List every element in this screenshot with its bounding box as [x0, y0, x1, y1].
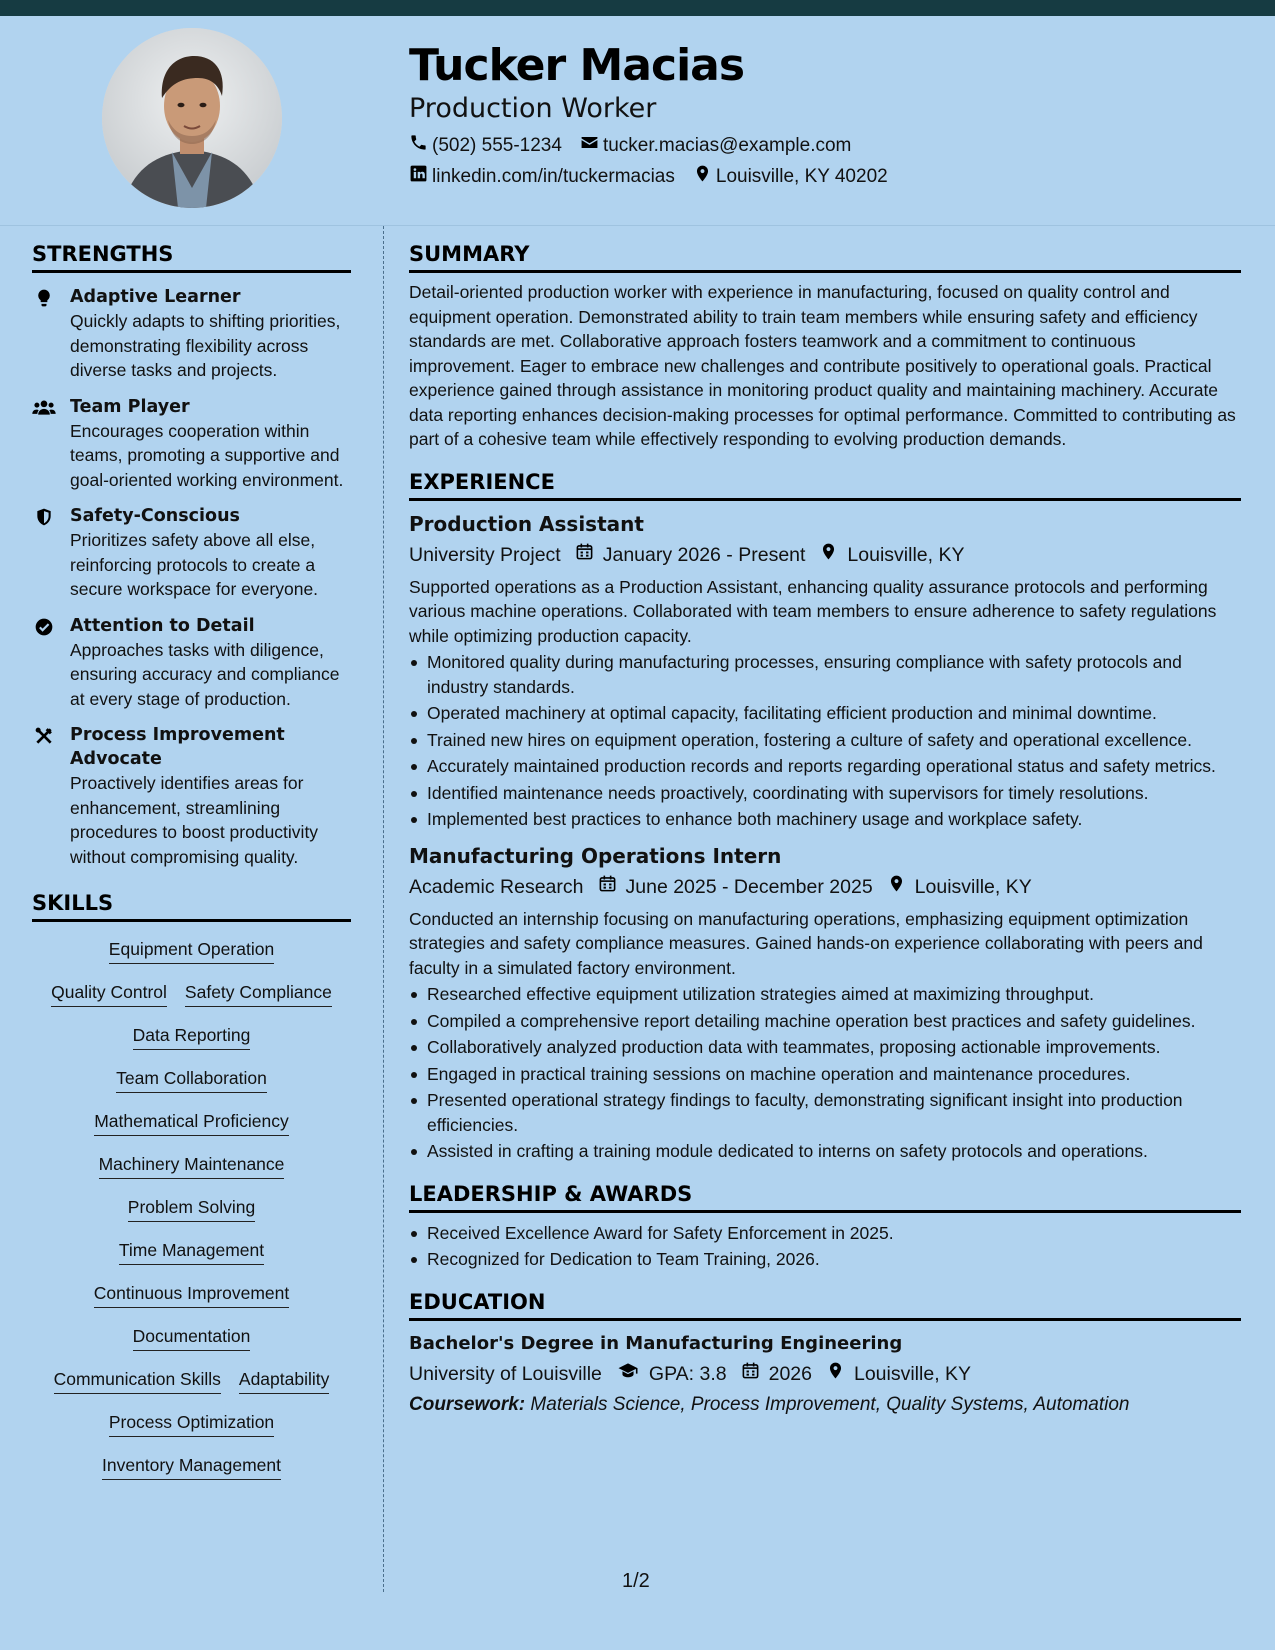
- tools-icon: [32, 723, 70, 869]
- list-item: Assisted in crafting a training module dedicated to interns on safety protocols and operations.: [409, 1139, 1241, 1164]
- linkedin-url[interactable]: linkedin.com/in/tuckermacias: [432, 165, 675, 187]
- left-column: [32, 242, 351, 1489]
- map-pin-icon: [693, 164, 716, 189]
- phone-number: (502) 555-1234: [432, 134, 562, 156]
- gpa: GPA: 3.8: [648, 1362, 727, 1385]
- email-contact[interactable]: [580, 133, 851, 158]
- job-meta: [409, 873, 1241, 901]
- calendar-icon: [598, 873, 626, 901]
- strength-description: Proactively identifies areas for enhancement, streamlining procedures to boost productivity without compromising quality.: [70, 773, 319, 867]
- list-item: Collaboratively analyzed production data with teammates, proposing actionable improvements.: [409, 1035, 1241, 1060]
- phone-contact: [409, 133, 562, 158]
- experience-heading: EXPERIENCE: [409, 470, 1241, 501]
- list-item: Researched effective equipment utilization strategies aimed at maximizing throughput.: [409, 982, 1241, 1007]
- strength-item: [32, 504, 351, 602]
- location-contact: [693, 164, 888, 189]
- job-description: Supported operations as a Production Assistant, enhancing quality assurance protocols and performing various machine operations. Collaborated with team members to ensure adherence to safety regulations while optimizing production capacity.: [409, 576, 1217, 646]
- job-org: Academic Research: [409, 875, 584, 898]
- degree-title: Bachelor's Degree in Manufacturing Engineering: [409, 1332, 903, 1354]
- top-accent-bar: [0, 0, 1275, 16]
- skill-tag: Communication Skills: [54, 1368, 221, 1394]
- skill-tag: Documentation: [133, 1325, 251, 1351]
- skill-tag: Machinery Maintenance: [99, 1153, 285, 1179]
- envelope-icon: [580, 133, 603, 158]
- skills-heading: SKILLS: [32, 891, 351, 922]
- job-title: Production Assistant: [409, 511, 644, 536]
- skill-tag: Problem Solving: [128, 1196, 255, 1222]
- job-location: Louisville, KY: [847, 543, 965, 566]
- list-item: Monitored quality during manufacturing processes, ensuring compliance with safety protocols and industry standards.: [409, 650, 1241, 699]
- location-text: Louisville, KY 40202: [715, 165, 888, 187]
- strength-item: [32, 395, 351, 493]
- coursework: [409, 1392, 1241, 1418]
- check-circle-icon: [32, 614, 70, 712]
- leadership-bullets: [409, 1221, 1241, 1272]
- skill-tag: Team Collaboration: [116, 1067, 267, 1093]
- skill-tag: Safety Compliance: [185, 981, 332, 1007]
- users-icon: [32, 395, 70, 493]
- list-item: Operated machinery at optimal capacity, facilitating efficient production and minimal downtime.: [409, 701, 1241, 726]
- skill-tag: Mathematical Proficiency: [94, 1110, 289, 1136]
- coursework-label: Coursework:: [409, 1393, 526, 1415]
- map-pin-icon: [887, 873, 915, 901]
- map-pin-icon: [819, 541, 847, 569]
- email-address[interactable]: tucker.macias@example.com: [602, 134, 852, 156]
- graduation-cap-icon: [616, 1360, 649, 1388]
- list-item: Presented operational strategy findings to faculty, demonstrating significant insight into production efficiencies.: [409, 1088, 1241, 1137]
- strength-title: Adaptive Learner: [70, 287, 241, 307]
- skill-tag: Quality Control: [51, 981, 167, 1007]
- shield-icon: [32, 504, 70, 602]
- list-item: Trained new hires on equipment operation, fostering a culture of safety and operational excellence.: [409, 728, 1241, 753]
- strength-item: [32, 723, 351, 869]
- job-entry: [409, 842, 1241, 1164]
- list-item: Accurately maintained production records and reports regarding operational status and safety metrics.: [409, 754, 1241, 779]
- skill-tag: Continuous Improvement: [94, 1282, 290, 1308]
- column-divider: [383, 226, 384, 1592]
- summary-heading: SUMMARY: [409, 242, 1241, 273]
- calendar-icon: [575, 541, 603, 569]
- skill-tag: Equipment Operation: [109, 938, 274, 964]
- job-dates: June 2025 - December 2025: [625, 875, 873, 898]
- job-meta: [409, 541, 1241, 569]
- profile-photo: [102, 28, 282, 208]
- strength-title: Team Player: [70, 396, 190, 417]
- education-meta: [409, 1360, 1241, 1388]
- right-column: [409, 242, 1241, 1418]
- calendar-icon: [741, 1360, 769, 1388]
- job-title: Manufacturing Operations Intern: [409, 843, 782, 868]
- map-pin-icon: [826, 1360, 854, 1388]
- graduation-year: 2026: [768, 1362, 812, 1385]
- skill-tag: Time Management: [119, 1239, 264, 1265]
- job-bullets: [409, 982, 1241, 1164]
- list-item: Received Excellence Award for Safety Enforcement in 2025.: [409, 1221, 1241, 1246]
- job-bullets: [409, 650, 1241, 832]
- skill-tag: Inventory Management: [102, 1454, 281, 1480]
- job-dates: January 2026 - Present: [602, 543, 806, 566]
- strength-title: Process Improvement Advocate: [70, 725, 285, 769]
- skill-tag: Process Optimization: [109, 1411, 274, 1437]
- strength-description: Encourages cooperation within teams, promoting a supportive and goal-oriented working environment.: [70, 420, 344, 490]
- job-description: Conducted an internship focusing on manufacturing operations, emphasizing equipment optimization strategies and safety compliance measures. Gained hands-on experience collaborating with peers and faculty in a simulated factory environment.: [409, 908, 1203, 978]
- skill-tag: Data Reporting: [133, 1024, 251, 1050]
- list-item: Implemented best practices to enhance both machinery usage and workplace safety.: [409, 807, 1241, 832]
- school-location: Louisville, KY: [853, 1362, 972, 1385]
- skill-tag: Adaptability: [239, 1368, 329, 1394]
- education-heading: EDUCATION: [409, 1290, 1241, 1321]
- phone-icon: [409, 133, 432, 158]
- school-name: University of Louisville: [409, 1362, 602, 1385]
- linkedin-icon: [409, 164, 432, 189]
- leadership-heading: LEADERSHIP & AWARDS: [409, 1182, 1241, 1213]
- lightbulb-icon: [32, 285, 70, 383]
- linkedin-contact[interactable]: [409, 164, 675, 189]
- job-entry: [409, 510, 1241, 832]
- strengths-heading: STRENGTHS: [32, 242, 351, 273]
- strength-description: Approaches tasks with diligence, ensuring accuracy and compliance at every stage of production.: [70, 639, 340, 709]
- summary-text: Detail-oriented production worker with experience in manufacturing, focused on quality control and equipment operation. Demonstrated ability to train team members while ensuring safety and efficiency standards are met. Collaborative approach fosters teamwork and a commitment to continuous improvement. Eager to embrace new challenges and contribute positively to operational goals. Practical experience gained through assistance in monitoring product quality and maintaining machinery. Accurate data reporting enhances decision-making processes for optimal performance. Committed to contributing as part of a cohesive team while effectively responding to evolving production demands.: [409, 282, 1236, 449]
- strength-title: Attention to Detail: [70, 615, 255, 636]
- strength-item: [32, 614, 351, 712]
- list-item: Recognized for Dedication to Team Training, 2026.: [409, 1247, 1241, 1272]
- coursework-list: Materials Science, Process Improvement, Quality Systems, Automation: [530, 1393, 1130, 1415]
- list-item: Compiled a comprehensive report detailing machine operation best practices and safety guidelines.: [409, 1009, 1241, 1034]
- candidate-name: Tucker Macias: [409, 40, 745, 91]
- contact-row-2: [409, 164, 906, 189]
- strength-description: Prioritizes safety above all else, reinforcing protocols to create a secure workspace for everyone.: [70, 530, 319, 599]
- job-org: University Project: [409, 543, 561, 566]
- list-item: Identified maintenance needs proactively, coordinating with supervisors for timely resolutions.: [409, 781, 1241, 806]
- contact-row-1: [409, 133, 869, 158]
- page-number: 1/2: [622, 1570, 650, 1592]
- candidate-title: Production Worker: [409, 93, 657, 124]
- list-item: Engaged in practical training sessions on machine operation and maintenance procedures.: [409, 1062, 1241, 1087]
- strength-item: [32, 285, 351, 383]
- strength-description: Quickly adapts to shifting priorities, demonstrating flexibility across diverse tasks and projects.: [70, 311, 341, 380]
- strength-title: Safety-Conscious: [70, 506, 240, 526]
- skills-list: [32, 930, 351, 1489]
- job-location: Louisville, KY: [914, 875, 1032, 898]
- header-divider: [0, 225, 1275, 226]
